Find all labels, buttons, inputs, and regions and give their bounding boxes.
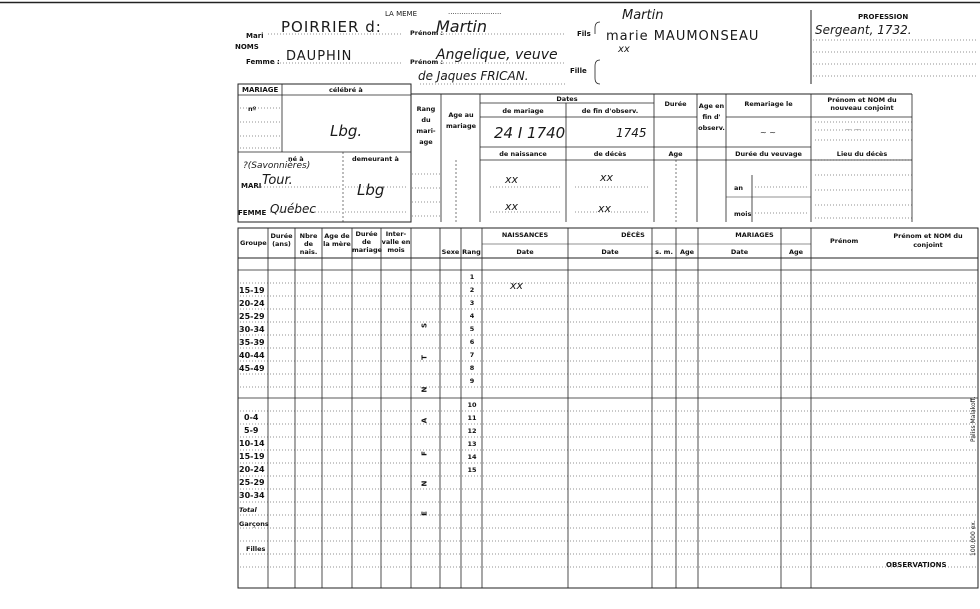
- age-fin-label: Age en fin d' observ.: [698, 102, 725, 132]
- group-b-4: 15-19: [239, 452, 265, 461]
- group-a-2: 20-24: [239, 299, 265, 308]
- dotted-gap: ........................: [448, 8, 502, 16]
- rang-1: 1: [469, 273, 475, 281]
- femme-naissance-mark: xx: [505, 200, 519, 213]
- remariage-mark: ~ ~: [760, 128, 776, 137]
- mari-prenom: Martin: [436, 17, 488, 36]
- sm-label: s. m.: [655, 248, 673, 256]
- rang-10: 10: [467, 401, 477, 409]
- age-label-2: Age: [668, 150, 683, 158]
- lieu-deces-label: Lieu du décès: [836, 150, 888, 158]
- enfants-letter-1: E: [420, 511, 429, 516]
- group-a-3: 25-29: [239, 312, 265, 321]
- rang-2: 2: [469, 286, 475, 294]
- la-meme-note: LA MEME: [385, 10, 417, 18]
- group-b-2: 5-9: [244, 426, 259, 435]
- date-fin-label: de fin d'observ.: [581, 107, 639, 115]
- femme-name: DAUPHIN: [286, 49, 353, 64]
- enfants-letter-6: T: [420, 355, 429, 360]
- age-mere-label: Age de la mère: [323, 232, 351, 248]
- rang-11: 11: [467, 414, 477, 422]
- femme-prenom-1: Angelique, veuve: [436, 47, 558, 63]
- celebre-label: célébré à: [329, 86, 363, 94]
- celebre-value: Lbg.: [330, 122, 363, 140]
- date-mariage-value: 24 I 1740: [494, 124, 566, 142]
- enfants-letter-2: N: [420, 480, 429, 487]
- intervalle-label: Inter-valle en mois: [381, 230, 411, 254]
- deces-date-label: Date: [601, 248, 619, 256]
- demeurant-label: demeurant à: [352, 155, 399, 163]
- group-a-1: 15-19: [239, 286, 265, 295]
- groupe-label: Groupe: [240, 239, 267, 247]
- mariages-label: MARIAGES: [735, 231, 774, 239]
- mariage-age-label: Age: [788, 248, 804, 256]
- prenom-nom-conjoint-label: Prénom et NOM du conjoint: [893, 232, 963, 249]
- conjoint-mark: ~ ~: [845, 125, 861, 134]
- rang-3: 3: [469, 299, 475, 307]
- group-a-6: 40-44: [239, 351, 265, 360]
- fils-label: Fils: [577, 30, 591, 38]
- nbre-label: Nbre de nais.: [299, 232, 318, 256]
- femme-deces-mark: xx: [598, 202, 612, 215]
- mari-label: Mari: [246, 32, 264, 40]
- rang-4: 4: [469, 312, 475, 320]
- duree-mariage-label: Durée de mariage: [352, 230, 383, 254]
- dates-label: Dates: [556, 95, 578, 103]
- mariage-label: MARIAGE: [242, 86, 279, 94]
- enfants-letter-3: F: [420, 451, 429, 456]
- group-b-7: 30-34: [239, 491, 265, 500]
- age-mariage-label: Age au mariage: [445, 111, 477, 130]
- rang-mariage-label: Rang du mari-age: [416, 105, 436, 146]
- femme-prenom-2: de Jaques FRICAN.: [418, 69, 529, 83]
- ne-label: né à: [288, 155, 304, 163]
- femme-label: Femme :: [246, 58, 280, 66]
- prenom-col-label: Prénom: [830, 237, 859, 245]
- group-a-7: 45-49: [239, 364, 265, 373]
- rang-label: Rang: [462, 248, 481, 256]
- sexe-label: Sexe: [441, 248, 460, 256]
- rang-14: 14: [467, 453, 477, 461]
- print-run-mark: 100.000 ex.: [970, 520, 977, 556]
- observations-label: OBSERVATIONS: [886, 561, 947, 569]
- rang-7: 7: [469, 351, 475, 359]
- rang-5: 5: [469, 325, 475, 333]
- enfants-letter-4: A: [420, 417, 429, 424]
- rang2-naissance-mark: xx: [510, 279, 524, 292]
- mari-ne-hint: ?(Savonnières): [243, 161, 311, 171]
- mari-row-label: MARI: [241, 182, 262, 190]
- publisher-mark: Paliss Malakoff.: [970, 396, 977, 442]
- remariage-label: Remariage le: [744, 100, 793, 108]
- duree-veuvage-label: Durée du veuvage: [735, 150, 802, 158]
- filles-label: Filles: [246, 545, 266, 553]
- rang-12: 12: [467, 427, 477, 435]
- rang-15: 15: [467, 466, 477, 474]
- profession-label: PROFESSION: [858, 13, 909, 21]
- mari-deces-mark: xx: [600, 171, 614, 184]
- femme-row-label: FEMME: [238, 209, 267, 217]
- naissances-label: NAISSANCES: [501, 231, 549, 239]
- deces-label: de décès: [593, 150, 627, 158]
- group-a-5: 35-39: [239, 338, 265, 347]
- date-mariage-label: de mariage: [502, 107, 544, 115]
- naissance-label: de naissance: [499, 150, 547, 158]
- garcons-label: Garçons: [239, 520, 269, 528]
- fille-label: Fille: [570, 67, 587, 75]
- date-fin-value: 1745: [616, 126, 647, 140]
- no-label: nº: [248, 105, 257, 113]
- an-label: an: [734, 184, 744, 192]
- group-b-5: 20-24: [239, 465, 265, 474]
- duree-label: Durée: [664, 100, 687, 108]
- femme-ne: Québec: [270, 202, 317, 216]
- rang-6: 6: [469, 338, 475, 346]
- mari-demeurant: Lbg: [357, 181, 385, 199]
- rang-8: 8: [469, 364, 475, 372]
- deces-age-label: Age: [679, 248, 695, 256]
- group-b-1: 0-4: [244, 413, 259, 422]
- rang-9: 9: [469, 377, 475, 385]
- group-b-3: 10-14: [239, 439, 265, 448]
- duree-ans-label: Durée (ans): [270, 232, 293, 248]
- prenom-label-mari: Prénom :: [410, 29, 444, 37]
- mois-label: mois: [734, 210, 752, 218]
- mariage-date-label: Date: [730, 248, 749, 256]
- group-b-6: 25-29: [239, 478, 265, 487]
- fils-father: Martin: [622, 8, 664, 23]
- noms-label: NOMS: [235, 43, 259, 51]
- mari-ne: Tour.: [262, 173, 293, 188]
- enfants-letter-5: N: [420, 386, 429, 393]
- total-label: Total: [239, 506, 257, 514]
- fils-mother: marie MAUMONSEAU: [606, 29, 760, 44]
- group-a-4: 30-34: [239, 325, 265, 334]
- enfants-letter-7: S: [420, 322, 429, 329]
- nouveau-conjoint-label: Prénom et NOM du nouveau conjoint: [827, 96, 897, 112]
- fils-mark: xx: [618, 44, 630, 55]
- mari-name: POIRRIER d:: [281, 18, 382, 36]
- naissance-date-label: Date: [516, 248, 534, 256]
- rang-13: 13: [467, 440, 477, 448]
- deces-header-label: DÉCÈS: [621, 231, 645, 239]
- profession-value: Sergeant, 1732.: [815, 23, 912, 37]
- mari-naissance-mark: xx: [505, 173, 519, 186]
- prenom-label-femme: Prénom :: [410, 58, 444, 66]
